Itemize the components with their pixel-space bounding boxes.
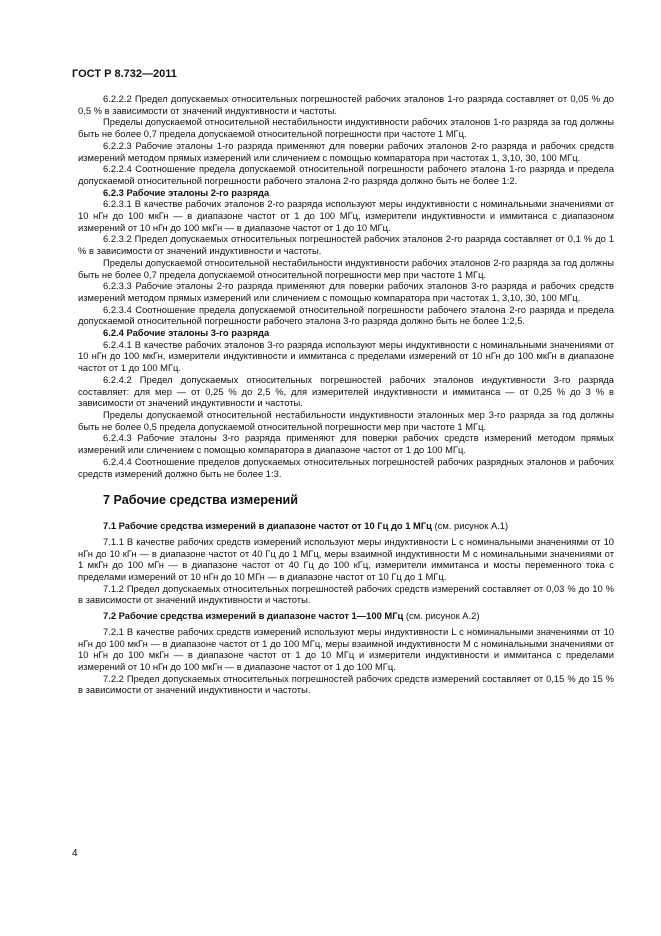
paragraph: 6.2.4.1 В качестве рабочих эталонов 3-го разряда используют меры индуктивности с номинальными значениями от 10 нГн до 100 мкГн, измерители индуктивности и иммитанса с пределами измерений от 10 нГн до 100 мкГн в диапазоне частот от 1 до 100 МГц. (78, 338, 614, 374)
paragraph: 7.2.2 Предел допускаемых относительных погрешностей рабочих средств измерений составляет от 0,15 % до 15 % в зависимости от значений индуктивности и частоты. (78, 672, 614, 696)
paragraph: 6.2.4.4 Соотношение пределов допускаемых относительных погрешностей рабочих разрядных эталонов и рабочих средств измерений должно быть не более 1:3. (78, 455, 614, 479)
page-content (78, 93, 614, 696)
subsection-heading (78, 520, 614, 532)
paragraph: 7.2.1 В качестве рабочих средств измерений используют меры индуктивности L с номинальными значениями от 10 нГн до 100 мкГн — в диапазоне частот от 1 до 100 МГц, меры взаимной индуктивности M с номинальными значениями от 10 нГн до 100 мкГн — в диапазоне частот от 1 до 10 МГц и измерители индуктивности и иммитанса с пределами измерений от 10 нГн до 100 мкГн — в диапазоне частот от 1 до 100 МГц. (78, 625, 614, 672)
paragraph: 6.2.2.3 Рабочие эталоны 1-го разряда применяют для поверки рабочих эталонов 2-го разряда и рабочих средств измерений методом прямых измерений или сличением с помощью компаратора при частотах 1, 3,10, 30, 100 МГц. (78, 139, 614, 163)
figure-reference: (см. рисунок А.2) (403, 610, 480, 622)
paragraph: 6.2.3.2 Предел допускаемых относительных погрешностей рабочих эталонов 2-го разряда составляет от 0,1 % до 1 % в зависимости от значений индуктивности и частоты. (78, 233, 614, 257)
paragraph: Пределы допускаемой относительной нестабильности индуктивности рабочих эталонов 1-го разряда за год должны быть не более 0,7 предела допускаемой относительной погрешности при частоте 1 МГц. (78, 116, 614, 140)
paragraph: 6.2.3.3 Рабочие эталоны 2-го разряда применяют для поверки рабочих эталонов 3-го разряда и рабочих средств измерений методом прямых измерений или сличением с помощью компаратора при частотах 1, 3,10, 30, 100 МГц. (78, 280, 614, 303)
document-header: ГОСТ Р 8.732—2011 (72, 68, 177, 80)
figure-reference: (см. рисунок А.1) (431, 520, 509, 532)
paragraph: 6.2.4.2 Предел допускаемых относительных погрешностей рабочих эталонов индуктивности 3-го разряда составляет: для мер — от 0,25 % до 2,5 %, для измерителей индуктивности и иммитанса — от 0,25 % до 3 % в зависимости от значений индуктивности и частоты. (78, 373, 614, 409)
paragraph: 7.1.1 В качестве рабочих средств измерений используют меры индуктивности L с номинальными значениями от 10 нГн до 10 кГн — в диапазоне частот от 40 Гц до 1 МГц, меры взаимной индуктивности M с номинальными значениями от 1 мкГн до 100 мГн — в диапазоне частот от 40 Гц до 100 кГц, измерители иммитанса и мосты переменного тока с пределами измерений от 10 нГн до 10 МГн — в диапазоне частот от 10 Гц до 1 МГц. (78, 535, 614, 583)
page-number: 4 (72, 848, 78, 859)
subsection-heading: 6.2.3 Рабочие эталоны 2-го разряда (103, 186, 270, 198)
section-title: 7 Рабочие средства измерений (103, 493, 299, 508)
paragraph: 6.2.2.4 Соотношение предела допускаемой относительной погрешности рабочего эталона 1-го разряда и предела допускаемой относительной погрешности рабочего эталона 2-го разряда должно быть не более 1:2. (78, 163, 614, 186)
paragraph: 6.2.3.4 Соотношение предела допускаемой относительной погрешности рабочего эталона 2-го разряда и предела допускаемой относительной погрешности рабочего эталона 3-го разряда должно быть не более 1:2,5. (78, 303, 614, 327)
subsection-heading: 6.2.4 Рабочие эталоны 3-го разряда (103, 327, 270, 339)
subsection-heading (78, 610, 614, 622)
paragraph: 7.1.2 Предел допускаемых относительных погрешностей рабочих средств измерений составляет от 0,03 % до 10 % в зависимости от значений индуктивности и частоты. (78, 582, 614, 606)
subsection-heading-bold: 7.2 Рабочие средства измерений в диапазоне частот 1—100 МГц (103, 610, 404, 622)
subsection-heading-bold: 7.1 Рабочие средства измерений в диапазоне частот от 10 Гц до 1 МГц (103, 520, 432, 532)
paragraph: 6.2.2.2 Предел допускаемых относительных погрешностей рабочих эталонов 1-го разряда составляет от 0,05 % до 0,5 % в зависимости от значений индуктивности и частоты. (78, 93, 614, 116)
paragraph: 6.2.3.1 В качестве рабочих эталонов 2-го разряда используют меры индуктивности с номинальными значениями от 10 нГн до 100 мкГн — в диапазоне частот от 1 до 100 МГц, измерители индуктивности и иммитанса с диапазоном измерений от 10 нГн до 100 мкГн — в диапазоне частот от 1 до 10 МГц. (78, 198, 614, 233)
paragraph: 6.2.4.3 Рабочие эталоны 3-го разряда применяют для поверки рабочих средств измерений методом прямых измерений или сличением с помощью компаратора в диапазоне частот от 1 до 100 МГц. (78, 432, 614, 456)
paragraph: Пределы допускаемой относительной нестабильности индуктивности эталонных мер 3-го разряда за год должны быть не более 0,5 предела допускаемой относительной погрешности мер при частоте 1 МГц. (78, 408, 614, 432)
paragraph: Пределы допускаемой относительной нестабильности индуктивности рабочих эталонов 2-го разряда за год должны быть не более 0,7 предела допускаемой относительной погрешности мер при частоте 1 МГц. (78, 256, 614, 280)
